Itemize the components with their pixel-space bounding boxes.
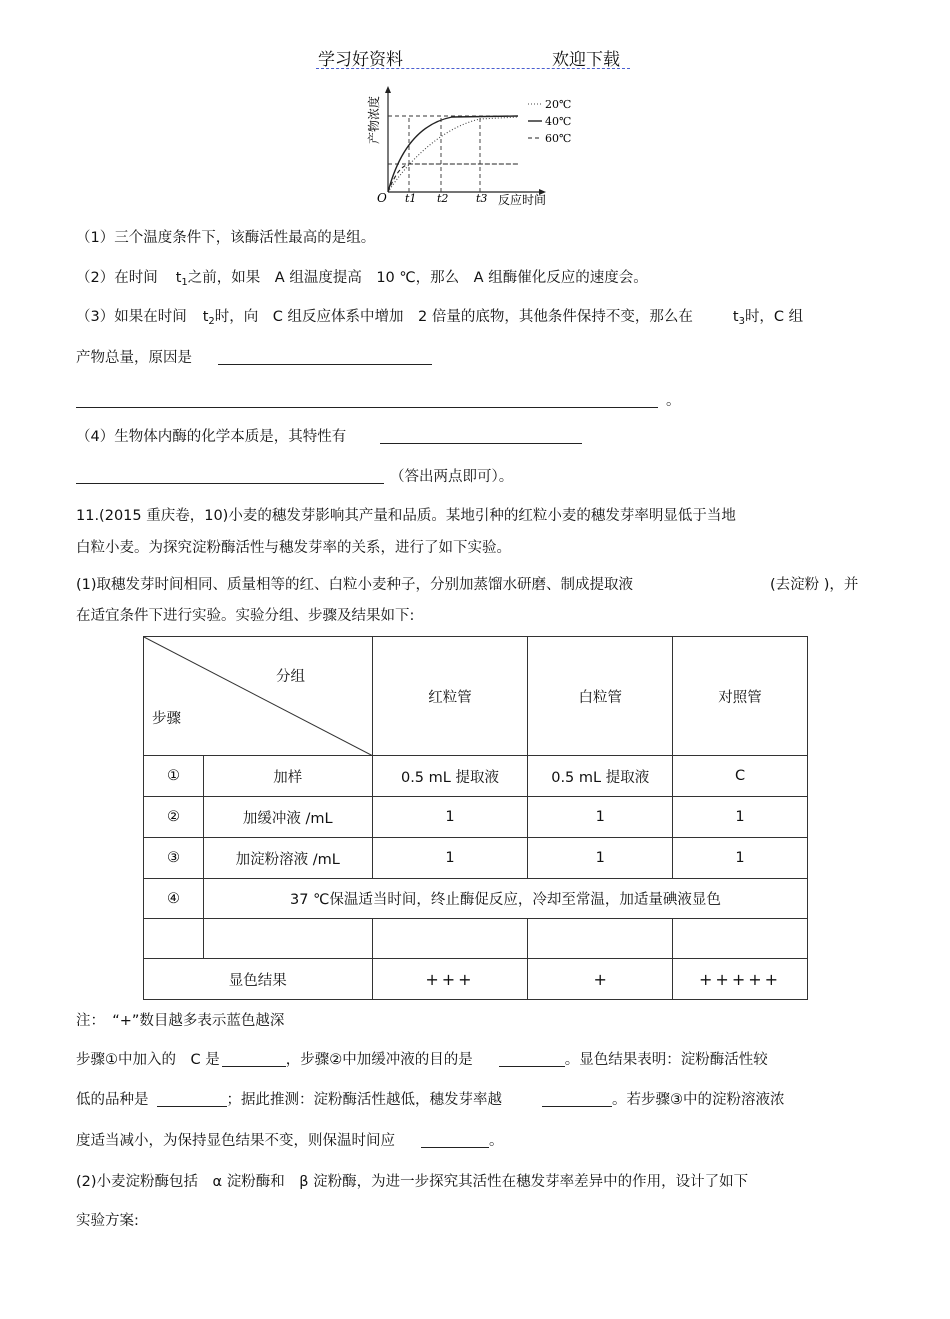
answer-blank <box>222 1051 286 1067</box>
header-control: 对照管 <box>673 637 808 756</box>
table-note: 注： “+”数目越多表示蓝色越深 <box>76 1013 285 1029</box>
y-axis-label: 产物浓度 <box>367 95 381 144</box>
experiment-table <box>143 636 808 1000</box>
question-2: （2）在时间 $t_1$之前，如果 A 组温度提高 10 ℃，那么 A 组酶催化反应的速度会。 <box>76 270 648 288</box>
origin-label: O <box>377 191 387 205</box>
step-question-line3: 度适当减小，为保持显色结果不变，则保温时间应 。 <box>76 1133 504 1149</box>
table-cell: 0.5 mL 提取液 <box>372 756 528 797</box>
answer-blank <box>218 349 432 365</box>
tick-t3: t3 <box>476 192 488 205</box>
question-3-cont: 产物总量，原因是 <box>76 348 432 368</box>
tick-t1: t1 <box>405 192 417 205</box>
table-cell: 0.5 mL 提取液 <box>528 756 673 797</box>
empty-cell <box>203 919 372 959</box>
result-control: +++++ <box>673 959 808 1000</box>
answer-blank <box>76 468 384 484</box>
empty-cell <box>673 919 808 959</box>
header-white: 白粒管 <box>528 637 673 756</box>
curve-60c <box>388 164 518 192</box>
question-3: （3）如果在时间 $t_2$时，向 C 组反应体系中增加 2 倍量的底物，其他条件保持不变，那么在 $t_3$时，C 组 <box>76 309 804 327</box>
header-red: 红粒管 <box>372 637 528 756</box>
result-red: +++ <box>372 959 528 1000</box>
x-axis-label: 反应时间 <box>498 193 547 207</box>
answer-blank <box>157 1091 227 1107</box>
step-label: 加样 <box>203 756 372 797</box>
step-num: ③ <box>144 838 204 879</box>
answer-blank <box>499 1051 565 1067</box>
answer-blank <box>542 1091 612 1107</box>
step-label: 加缓冲液 /mL <box>203 797 372 838</box>
empty-cell <box>372 919 528 959</box>
table-cell: 1 <box>673 797 808 838</box>
empty-cell <box>144 919 204 959</box>
table-cell: 1 <box>372 797 528 838</box>
step-question-line2: 低的品种是 ；据此推测：淀粉酶活性越低，穗发芽率越 。若步骤③中的淀粉溶液浓 <box>76 1092 785 1108</box>
header-divider <box>316 68 630 69</box>
curve-20c <box>388 117 518 192</box>
answer-blank <box>76 392 658 408</box>
part-1-line1-end: (去淀粉 )，并 <box>770 577 859 593</box>
result-label: 显色结果 <box>144 959 373 1000</box>
table-cell: C <box>673 756 808 797</box>
corner-bottom-label: 步骤 <box>152 711 181 727</box>
header-left: 学习好资料 <box>318 50 403 70</box>
step-4-text: 37 ℃保温适当时间，终止酶促反应，冷却至常温，加适量碘液显色 <box>203 879 807 919</box>
part-1-line1: (1)取穗发芽时间相同、质量相等的红、白粒小麦种子，分别加蒸馏水研磨、制成提取液 <box>76 577 634 593</box>
legend-20c: 20℃ <box>545 98 572 111</box>
step-label: 加淀粉溶液 /mL <box>203 838 372 879</box>
header-right: 欢迎下载 <box>552 50 620 70</box>
part-1-line2: 在适宜条件下进行实验。实验分组、步骤及结果如下: <box>76 608 415 624</box>
table-cell: 1 <box>528 797 673 838</box>
y-axis-arrow <box>385 86 391 93</box>
step-num: ② <box>144 797 204 838</box>
problem-11-line2: 白粒小麦。为探究淀粉酶活性与穗发芽率的关系，进行了如下实验。 <box>76 540 511 556</box>
answer-blank <box>380 428 582 444</box>
answer-blank <box>421 1132 489 1148</box>
table-cell: 1 <box>673 838 808 879</box>
corner-diagonal <box>144 637 373 756</box>
tick-t2: t2 <box>437 192 449 205</box>
corner-top-label: 分组 <box>276 669 305 685</box>
legend-60c: 60℃ <box>545 132 572 145</box>
empty-cell <box>528 919 673 959</box>
curve-40c <box>388 116 518 192</box>
question-3-line2: 。 <box>76 391 681 411</box>
question-1: （1）三个温度条件下，该酶活性最高的是组。 <box>76 230 376 246</box>
step-num: ④ <box>144 879 204 919</box>
corner-cell <box>144 637 373 756</box>
part-2-line2: 实验方案: <box>76 1213 139 1229</box>
step-question-line1: 步骤①中加入的 C 是 ，步骤②中加缓冲液的目的是 。显色结果表明：淀粉酶活性较 <box>76 1052 768 1068</box>
table-cell: 1 <box>528 838 673 879</box>
legend-40c: 40℃ <box>545 115 572 128</box>
problem-11-line1: 11.(2015 重庆卷，10)小麦的穗发芽影响其产量和品质。某地引种的红粒小麦的穗发芽率明显低于当地 <box>76 508 736 524</box>
question-4-cont: （答出两点即可）。 <box>76 467 513 487</box>
part-2-line1: (2)小麦淀粉酶包括 α 淀粉酶和 β 淀粉酶，为进一步探究其活性在穗发芽率差异中的作用，设计了如下 <box>76 1174 749 1190</box>
step-num: ① <box>144 756 204 797</box>
table-cell: 1 <box>372 838 528 879</box>
question-4: （4）生物体内酶的化学本质是，其特性有 <box>76 427 582 447</box>
product-concentration-graph <box>362 84 592 210</box>
result-white: + <box>528 959 673 1000</box>
